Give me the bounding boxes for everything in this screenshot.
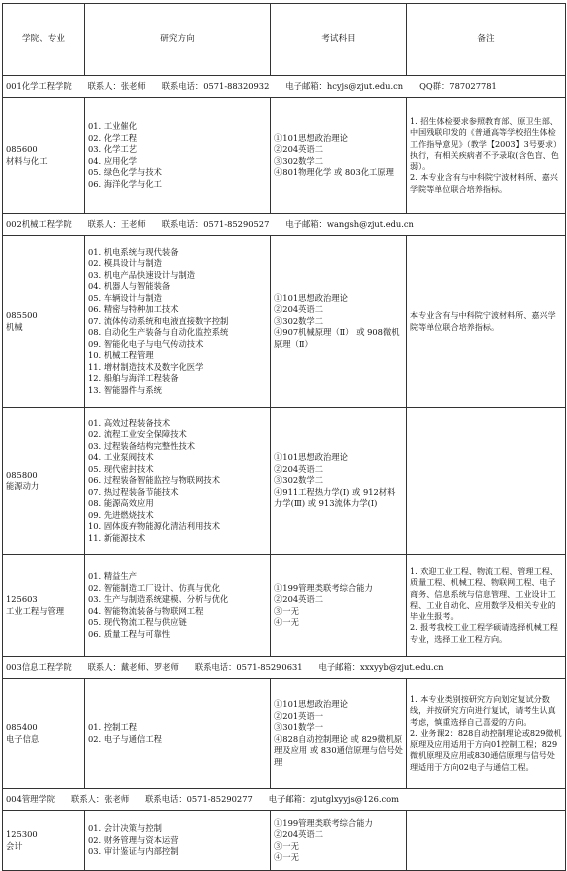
admission-table — [2, 3, 566, 871]
college-name: 001化学工程学院 — [6, 80, 72, 91]
major-name: 机械 — [6, 321, 23, 332]
major-name: 材料与化工 — [6, 155, 48, 166]
direction-item: 04. 工业泵阀技术 — [88, 452, 154, 463]
header-exam-subjects: 考试科目 — [271, 4, 407, 76]
direction-item: 01. 会计决策与控制 — [88, 823, 162, 834]
subjects-cell — [271, 236, 407, 408]
major-code: 085800 — [6, 469, 38, 480]
direction-item: 01. 控制工程 — [88, 722, 138, 732]
direction-item: 09. 智能化电子与电气传动技术 — [88, 338, 204, 349]
directions-cell — [85, 408, 271, 555]
direction-item: 02. 模具设计与制造 — [88, 258, 162, 269]
college-info — [3, 657, 566, 679]
directions-cell — [85, 679, 271, 789]
college-info — [3, 789, 566, 811]
header-college-major: 学院、专业 — [3, 4, 85, 76]
college-contact: 联系人：张老师 — [87, 80, 146, 91]
direction-item: 01. 高效过程装备技术 — [88, 417, 171, 428]
note-item: 2. 本专业含有与中科院宁波材料所、嘉兴学院等单位联合培养指标。 — [410, 172, 558, 194]
subjects-cell — [271, 408, 407, 555]
major-row — [3, 555, 566, 657]
major-cell — [3, 236, 85, 408]
subject-item: ②201英语一 — [274, 710, 324, 721]
college-email[interactable]: 电子邮箱：zjutglxyyjs@126.com — [268, 793, 400, 804]
notes-cell — [407, 98, 566, 214]
major-name: 能源动力 — [6, 481, 40, 491]
major-code: 085400 — [6, 722, 38, 732]
direction-item: 02. 流程工业安全保障技术 — [88, 429, 187, 440]
subject-item: ①101思想政治理论 — [274, 292, 348, 303]
college-contact: 联系人：张老师 — [71, 793, 130, 804]
college-contact: 联系人：戴老师、罗老师 — [87, 661, 179, 672]
subject-item: ②204英语二 — [274, 463, 324, 474]
college-info — [3, 214, 566, 236]
subject-item: ②204英语二 — [274, 594, 324, 604]
notes-cell — [407, 408, 566, 555]
direction-item: 05. 车辆设计与制造 — [88, 292, 162, 303]
major-cell — [3, 679, 85, 789]
college-phone: 联系电话：0571-88320932 — [161, 80, 270, 91]
direction-item: 06. 质量工程与可靠性 — [88, 628, 171, 639]
major-cell — [3, 811, 85, 871]
major-code: 125300 — [6, 829, 38, 839]
major-row — [3, 236, 566, 408]
direction-item: 01. 机电系统与现代装备 — [88, 246, 179, 257]
subjects-cell — [271, 555, 407, 657]
subject-item: ③一无 — [274, 840, 299, 851]
college-info — [3, 76, 566, 98]
subject-item: ①101思想政治理论 — [274, 132, 348, 143]
subject-item: ④907机械原理（Ⅱ） 或 908微机原理（Ⅱ） — [274, 327, 400, 349]
major-name: 会计 — [6, 840, 23, 851]
direction-item: 03. 机电产品快速设计与制造 — [88, 269, 196, 280]
direction-item: 03. 生产与制造系统建模、分析与优化 — [88, 594, 229, 604]
major-row — [3, 98, 566, 214]
subject-item: ①199管理类联考综合能力 — [274, 817, 373, 828]
direction-item: 09. 先进燃烧技术 — [88, 509, 154, 520]
direction-item: 11. 新能源技术 — [88, 532, 146, 543]
directions-cell — [85, 98, 271, 214]
direction-item: 03. 化学工艺 — [88, 144, 138, 154]
note-item: 本专业含有与中科院宁波材料所、嘉兴学院等单位联合培养指标。 — [410, 310, 556, 332]
direction-item: 10. 机械工程管理 — [88, 350, 154, 361]
subject-item: ③302数学二 — [274, 475, 324, 486]
major-code: 125603 — [6, 594, 38, 604]
header-research-direction: 研究方向 — [85, 4, 271, 76]
direction-item: 12. 船舶与海洋工程装备 — [88, 373, 179, 384]
college-phone: 联系电话：0571-85290527 — [161, 218, 270, 229]
college-phone: 联系电话：0571-85290631 — [194, 661, 303, 672]
subject-item: ④一无 — [274, 852, 299, 862]
note-item: 1. 招生体检要求参照教育部、原卫生部、中国残联印发的《普通高等学校招生体检工作指导意见》（教学【2003】3号要求）执行，有相关疾病者不予录取(含色盲、色弱）。 — [410, 115, 562, 172]
note-item: 2. 业务课2：828自动控制理论或829微机原理及应用适用于方向01控制工程；829微机原理及应用或830通信原理与信号处理适用于方向02电子与通信工程。 — [410, 727, 562, 772]
major-cell — [3, 555, 85, 657]
college-info-row — [3, 214, 566, 236]
major-cell — [3, 408, 85, 555]
direction-item: 04. 机器人与智能装备 — [88, 281, 171, 292]
direction-item: 08. 能源高效应用 — [88, 498, 154, 509]
college-info-row — [3, 657, 566, 679]
direction-item: 05. 现代密封技术 — [88, 463, 154, 474]
major-row — [3, 811, 566, 871]
header-notes: 备注 — [407, 4, 566, 76]
directions-cell — [85, 811, 271, 871]
direction-item: 13. 智能器件与系统 — [88, 384, 162, 395]
major-row — [3, 679, 566, 789]
subject-item: ④801物理化学 或 803化工原理 — [274, 167, 394, 177]
direction-item: 07. 流体传动系统和电液直接数字控制 — [88, 315, 229, 326]
college-info-row — [3, 789, 566, 811]
college-contact: 联系人：王老师 — [87, 218, 146, 229]
college-name: 002机械工程学院 — [6, 218, 72, 229]
major-cell — [3, 98, 85, 214]
direction-item: 01. 精益生产 — [88, 571, 138, 581]
direction-item: 05. 绿色化学与技术 — [88, 167, 162, 177]
direction-item: 06. 过程装备智能监控与物联网技术 — [88, 475, 220, 486]
notes-cell — [407, 555, 566, 657]
direction-item: 04. 智能物流装备与物联网工程 — [88, 605, 204, 616]
direction-item: 06. 海洋化学与化工 — [88, 178, 162, 189]
header-row — [3, 4, 566, 76]
college-email[interactable]: 电子邮箱：xxxyyb@zjut.edu.cn — [318, 661, 444, 672]
subject-item: ④828自动控制理论 或 829微机原理及应用 或 830通信原理与信号处理 — [274, 733, 403, 767]
direction-item: 06. 精密与特种加工技术 — [88, 304, 179, 315]
subject-item: ①101思想政治理论 — [274, 452, 348, 463]
college-phone: 联系电话：0571-85290277 — [145, 793, 253, 804]
direction-item: 04. 应用化学 — [88, 155, 138, 166]
subject-item: ③302数学二 — [274, 315, 324, 326]
subjects-cell — [271, 811, 407, 871]
subjects-cell — [271, 679, 407, 789]
college-email[interactable]: 电子邮箱：wangsh@zjut.edu.cn — [285, 218, 414, 229]
subject-item: ③302数学二 — [274, 155, 324, 166]
directions-cell — [85, 555, 271, 657]
direction-item: 03. 过程装备结构完整性技术 — [88, 440, 196, 451]
subject-item: ④一无 — [274, 617, 299, 627]
direction-item: 02. 财务管理与资本运营 — [88, 834, 179, 845]
college-extra: QQ群：787027781 — [419, 80, 497, 91]
subject-item: ③301数学一 — [274, 722, 324, 732]
subject-item: ②204英语二 — [274, 829, 324, 839]
direction-item: 10. 固体废弃物能源化清洁利用技术 — [88, 521, 220, 532]
direction-item: 07. 热过程装备节能技术 — [88, 486, 179, 497]
subject-item: ③一无 — [274, 605, 299, 616]
note-item: 1. 本专业类别按研究方向划定复试分数线，并按研究方向进行复试，请考生认真考虑，慎重选择自己喜爱的方向。 — [410, 693, 556, 727]
subject-item: ②204英语二 — [274, 144, 324, 154]
direction-item: 02. 智能制造工厂设计、仿真与优化 — [88, 582, 220, 593]
major-name: 工业工程与管理 — [6, 605, 65, 616]
direction-item: 08. 自动化生产装备与自动化监控系统 — [88, 327, 229, 338]
major-code: 085600 — [6, 144, 38, 154]
note-item: 1. 欢迎工业工程、物流工程、管理工程、质量工程、机械工程、物联网工程、电子商务、信息系统与信息管理、工业设计工程、工业自动化、应用数学及相关专业的毕业生报考。 — [410, 565, 558, 622]
college-name: 004管理学院 — [6, 793, 56, 804]
major-code: 085500 — [6, 310, 38, 320]
direction-item: 05. 现代物流工程与供应链 — [88, 617, 187, 627]
notes-cell — [407, 679, 566, 789]
notes-cell — [407, 811, 566, 871]
direction-item: 02. 电子与通信工程 — [88, 733, 162, 744]
subject-item: ①199管理类联考综合能力 — [274, 582, 373, 593]
college-info-row — [3, 76, 566, 98]
direction-item: 03. 审计鉴证与内部控制 — [88, 846, 179, 857]
subject-item: ④911工程热力学(Ⅰ) 或 912材料力学(Ⅲ) 或 913流体力学(Ⅰ) — [274, 486, 396, 509]
subject-item: ①101思想政治理论 — [274, 699, 348, 709]
major-name: 电子信息 — [6, 733, 40, 744]
direction-item: 01. 工业催化 — [88, 121, 138, 131]
note-item: 2. 报考我校工业工程学硕请选择机械工程专业，选择工业工程方向。 — [410, 622, 558, 644]
major-row — [3, 408, 566, 555]
direction-item: 11. 增材制造技术及数字化医学 — [88, 361, 204, 372]
college-name: 003信息工程学院 — [6, 661, 72, 672]
subjects-cell — [271, 98, 407, 214]
notes-cell — [407, 236, 566, 408]
directions-cell — [85, 236, 271, 408]
direction-item: 02. 化学工程 — [88, 132, 138, 143]
subject-item: ②204英语二 — [274, 304, 324, 315]
college-email[interactable]: 电子邮箱：hcyjs@zjut.edu.cn — [285, 80, 404, 91]
